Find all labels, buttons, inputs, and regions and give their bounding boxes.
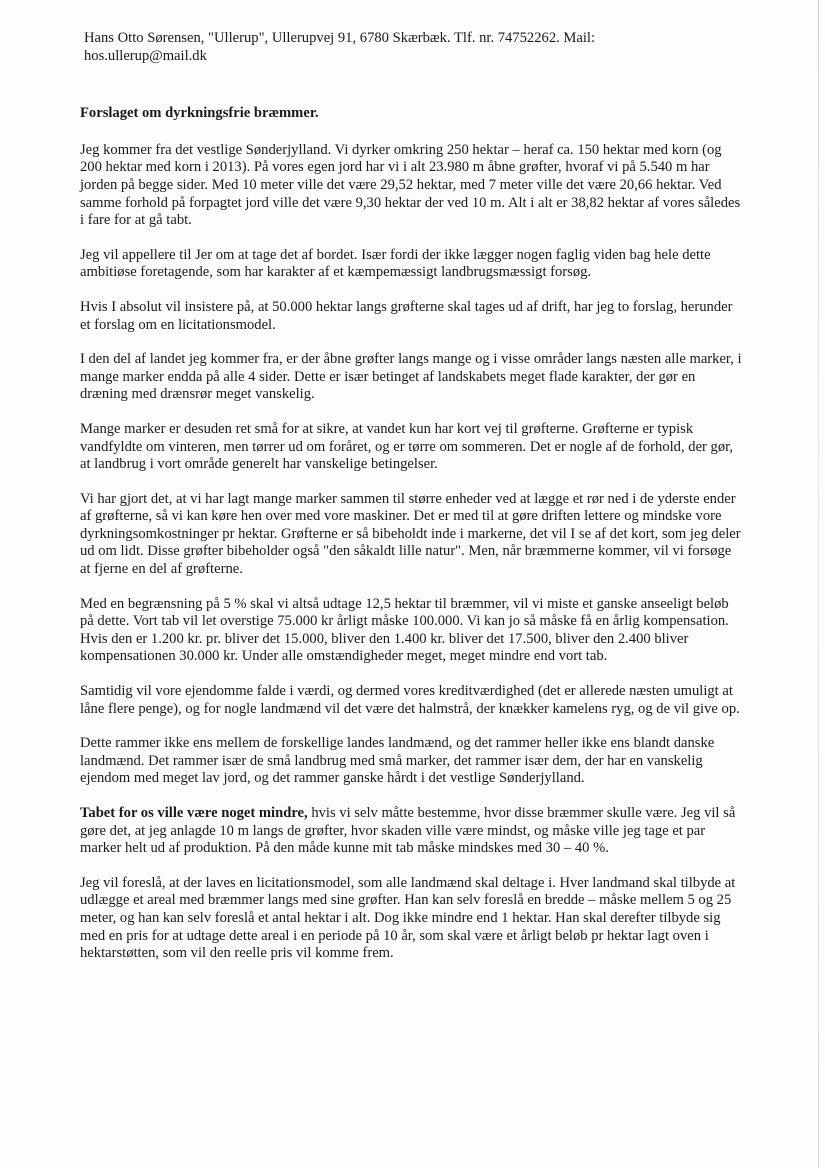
paragraph-8: Samtidig vil vore ejendomme falde i værdi, og dermed vores kreditværdighed (det er allerede næsten umuligt at låne flere penge), og for nogle landmænd vil det være det halmstrå, der knækker kamelens ryg, og de vil give op. xyxy=(80,683,740,717)
sender-header xyxy=(80,30,745,65)
paragraph-5: Mange marker er desuden ret små for at sikre, at vandet kun har kort vej til grøfterne. Grøfterne er typisk vandfyldte om vinteren, men tørrer ud om foråret, og er tørre om sommeren. Det er nogle af de forhold, der gør, at landbrug i vort område generelt har vanskelige betingelser. xyxy=(80,420,734,473)
scan-edge-line xyxy=(818,0,819,1168)
paragraph-10 xyxy=(80,805,745,858)
sender-line-1: Hans Otto Sørensen, "Ullerup", Ullerupvej 91, 6780 Skærbæk. Tlf. nr. 74752262. Mail: xyxy=(84,30,596,46)
paragraph-7: Med en begrænsning på 5 % skal vi altså udtage 12,5 hektar til bræmmer, vil vi miste et ganske anseeligt beløb på dette. Vort tab vil let overstige 75.000 kr årligt måske 100.000. Vi kan jo så måske få en årlig kompensation. Hvis den er 1.200 kr. pr. bliver det 15.000, bliver den 1.400 kr. bliver det 17.500, bliver den 2.400 bliver kompensationen 30.000 kr. Under alle omstændigheder meget, meget mindre end vort tab. xyxy=(80,595,729,665)
paragraph-10-text: hvis vi selv måtte bestemme, hvor disse bræmmer skulle være. Jeg vil så gøre det, at jeg anlagde 10 m langs de grøfter, hvor skaden ville være mindst, og måske ville jeg tage et par marker helt ud af produktion. På den måde kunne mit tab måske mindskes med 30 – 40 %. xyxy=(80,805,736,857)
paragraph-3: Hvis I absolut vil insistere på, at 50.000 hektar langs grøfterne skal tages ud af drift, har jeg to forslag, herunder et forslag om en licitationsmodel. xyxy=(80,298,733,333)
paragraph-2: Jeg vil appellere til Jer om at tage det af bordet. Især fordi der ikke lægger nogen faglig viden bag hele dette ambitiøse foretagende, som har karakter af et kæmpemæssigt landbrugsmæssigt forsøg. xyxy=(80,246,711,281)
paragraph-1: Jeg kommer fra det vestlige Sønderjylland. Vi dyrker omkring 250 hektar – heraf ca. 150 hektar med korn (og 200 hektar med korn i 2013). På vores egen jord har vi i alt 23.980 m åbne grøfter, hvoraf vi på 5.540 m har jorden på begge sider. Med 10 meter ville det være 29,52 hektar, med 7 meter ville det være 20,66 hektar. Ved samme forhold på forpagtet jord ville det være 9,30 hektar der ved 10 m. Alt i alt er 38,82 hektar af vores således i fare for at gå tabt. xyxy=(80,141,741,229)
paragraph-4: I den del af landet jeg kommer fra, er der åbne grøfter langs mange og i visse områder langs næsten alle marker, i mange marker endda på alle 4 sider. Dette er især betinget af landskabets meget flade karakter, der gør en dræning med drænsrør meget vanskelig. xyxy=(80,351,742,403)
letter-title: Forslaget om dyrkningsfrie bræmmer. xyxy=(80,105,319,122)
paragraph-11: Jeg vil foreslå, at der laves en licitationsmodel, som alle landmænd skal deltage i. Hver landmand skal tilbyde at udlægge et areal med bræmmer langs med sine grøfter. Han kan selv foreslå en bredde – måske mellem 5 og 25 meter, og han kan selv foreslå et antal hektar i alt. Dog ikke mindre end 1 hektar. Han skal derefter tilbyde sig med en pris for at udtage dette areal i en periode på 10 år, som skal være et årligt beløb pr hektar lagt oven i hektarstøtten, som vil den reelle pris vil komme frem. xyxy=(80,874,736,962)
paragraph-10-bold-lead: Tabet for os ville være noget mindre, xyxy=(80,805,308,821)
letter-body xyxy=(80,30,745,980)
paragraph-6: Vi har gjort det, at vi har lagt mange marker sammen til større enheder ved at lægge et rør ned i de yderste ender af grøfterne, så vi kan køre hen over med vore maskiner. Det er med til at gøre driften lettere og mindske vore dyrkningsomkostninger pr hektar. Grøfterne er så bibeholdt inde i markerne, det vil I se af det kort, som jeg deler ud om lidt. Disse grøfter bibeholder også "den såkaldt lille natur". Men, når bræmmerne kommer, vil vi forsøge at fjerne en del af grøfterne. xyxy=(80,490,741,578)
sender-line-2: hos.ullerup@mail.dk xyxy=(84,47,207,64)
paragraph-9: Dette rammer ikke ens mellem de forskellige landes landmænd, og det rammer heller ikke ens blandt danske landmænd. Det rammer især de små landbrug med små marker, det rammer især dem, der har en vanskelig ejendom med meget lav jord, og det rammer ganske hårdt i det vestlige Sønderjylland. xyxy=(80,735,715,787)
